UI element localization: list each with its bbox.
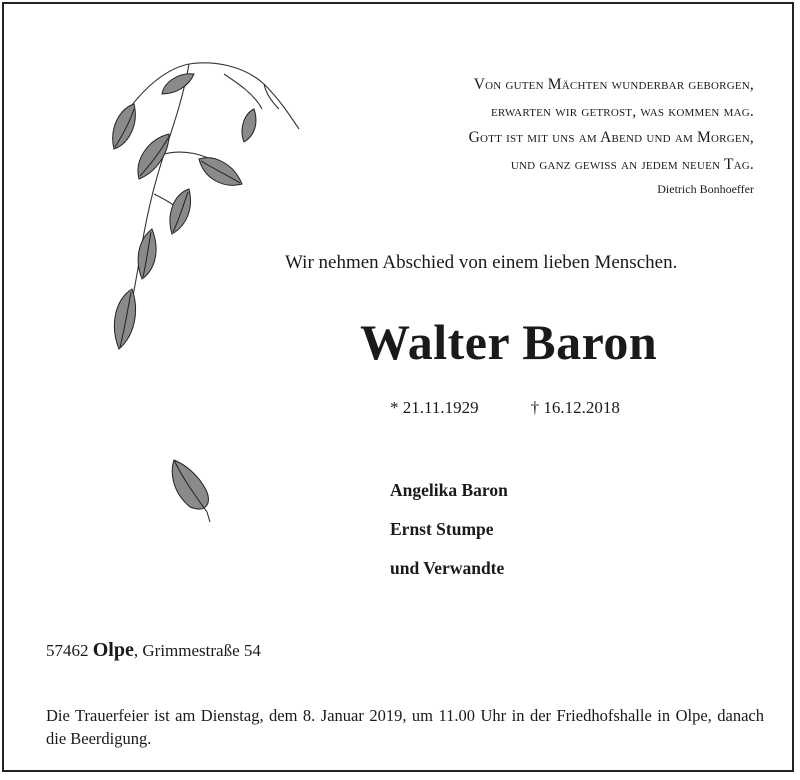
poem-line: Gott ist mit uns am Abend und am Morgen, (468, 129, 754, 146)
farewell-intro: Wir nehmen Abschied von einem lieben Menschen. (285, 252, 678, 273)
family-address (46, 639, 261, 662)
birth-date: * 21.11.1929 (390, 398, 479, 417)
poem-quote (469, 72, 754, 178)
deceased-name: Walter Baron (360, 314, 658, 370)
mourners-list (390, 471, 508, 588)
death-date: † 16.12.2018 (530, 398, 620, 417)
birch-branch-illustration (94, 54, 314, 364)
obituary-frame (2, 2, 794, 772)
poem-line: und ganz gewiss an jedem neuen Tag. (510, 155, 754, 173)
falling-leaf-illustration (162, 452, 222, 532)
mourner-name: und Verwandte (390, 558, 505, 578)
mourner-name: Angelika Baron (390, 480, 508, 500)
poem-line: erwarten wir getrost, was kommen mag. (490, 102, 754, 120)
poem-author: Dietrich Bonhoeffer (657, 182, 754, 196)
address-street: , Grimmestraße 54 (133, 641, 261, 660)
address-city: Olpe (92, 639, 134, 661)
address-zip: 57462 (46, 641, 89, 660)
funeral-ceremony-info: Die Trauerfeier ist am Dienstag, dem 8. Januar 2019, um 11.00 Uhr in der Friedhofshalle in Olpe, danach die Beerdigung. (46, 706, 764, 748)
mourner-name: Ernst Stumpe (390, 519, 494, 539)
life-dates (390, 398, 620, 418)
poem-line: Von guten Mächten wunderbar geborgen, (473, 76, 754, 93)
